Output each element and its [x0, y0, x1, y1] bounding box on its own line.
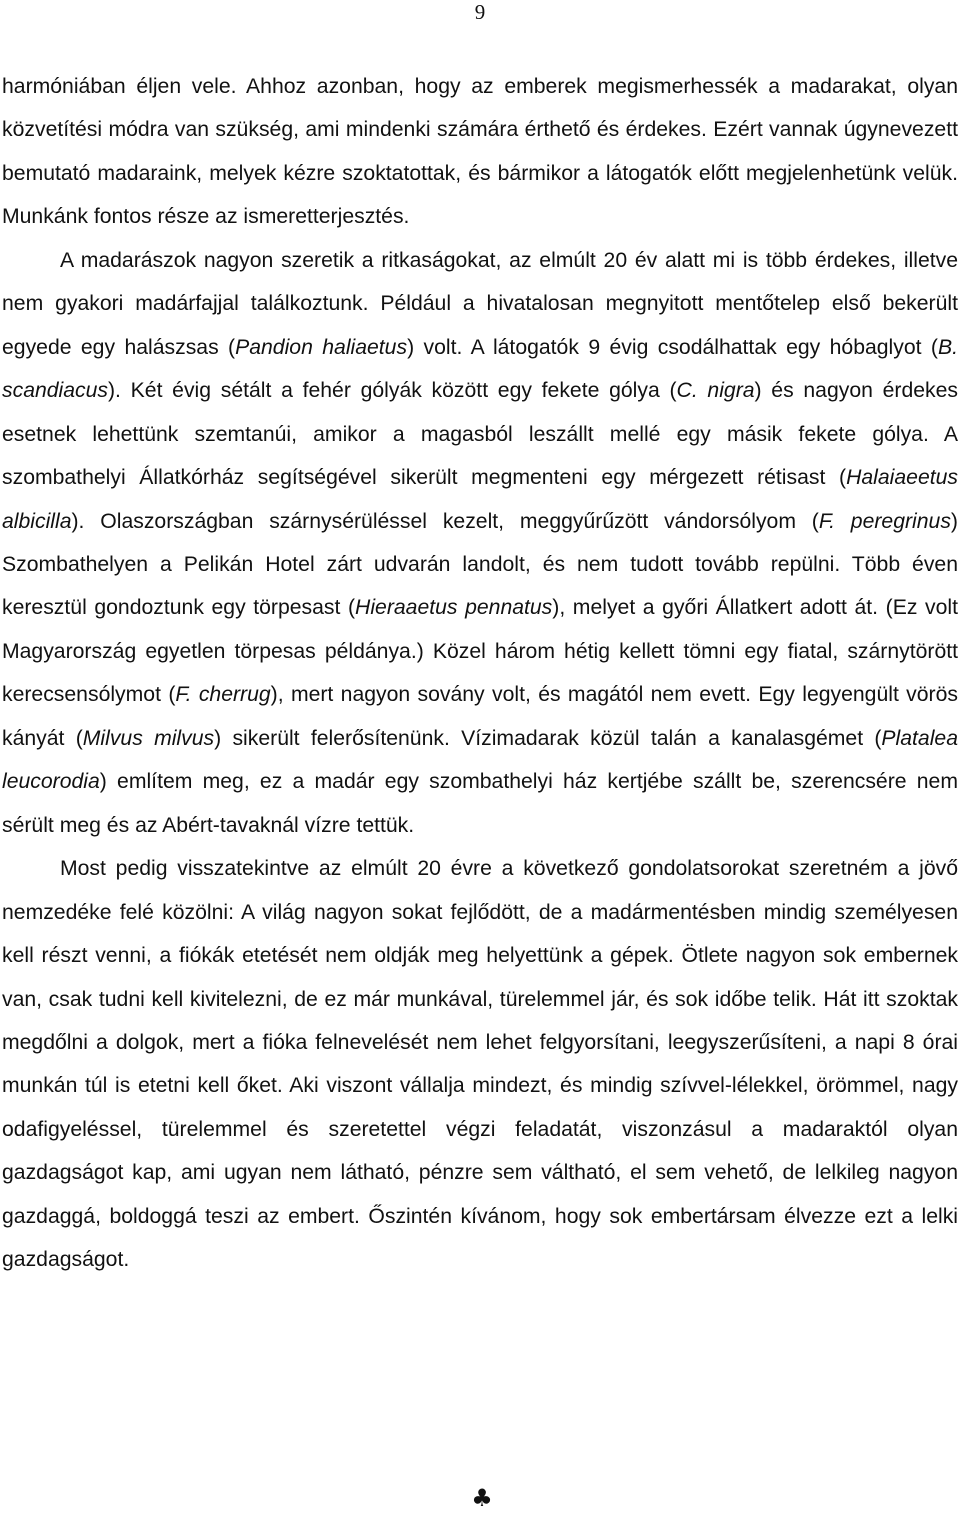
paragraph-continued: harmóniában éljen vele. Ahhoz azonban, hogy az emberek megismerhessék a madarakat, olyan közvetítési módra van szükség, ami mindenki számára érthető és érdekes. Ezért vannak úgynevezett bemutató madaraink, melyek kézre szoktatottak, és bármikor a látogatók előtt megjelenhetünk velük. Munkánk fontos része az ismeretterjesztés. — [2, 75, 958, 229]
species-name: C. nigra — [676, 379, 755, 403]
text-segment: ). Olaszországban szárnysérüléssel kezelt, meggyűrűzött vándorsólyom ( — [71, 509, 819, 533]
text-segment: ). Két évig sétált a fehér gólyák között egy fekete gólya ( — [108, 379, 677, 403]
paragraph-rare-birds — [2, 239, 958, 847]
species-name: Halaiaeetus albicilla — [2, 466, 958, 533]
species-name: Milvus milvus — [82, 726, 215, 750]
text-segment: ) említem meg, ez a madár egy szombathelyi ház kertjébe szállt be, szerencsére nem sérült meg és az Abért-tavaknál vízre tettük. — [2, 770, 958, 837]
text-segment: ) volt. A látogatók 9 évig csodálhattak egy hóbaglyot ( — [407, 335, 938, 359]
species-name: B. scandiacus — [2, 335, 958, 403]
document-body — [2, 65, 958, 1282]
species-name: F. peregrinus — [818, 509, 951, 533]
text-segment: ), melyet a győri Állatkert adott át. (Ez volt Magyarország egyetlen törpesas példánya.) Közel három hétig kellett tömni egy fiatal, szárnytörött kerecsensólymot ( — [2, 596, 958, 707]
text-segment: ) sikerült felerősítenünk. Vízimadarak közül talán a kanalasgémet ( — [214, 726, 882, 750]
paragraph-reflection: Most pedig visszatekintve az elmúlt 20 évre a következő gondolatsorokat szeretném a jövő nemzedéke felé közölni: A világ nagyon sokat fejlődött, de a madármentésben mindig személyesen kell részt venni, a fiókák etetését nem oldják meg helyettünk a gépek. Ötlete nagyon sok embernek van, csak tudni kell kivitelezni, de ez már munkával, türelemmel jár, és sok időbe telik. Hát itt szoktak megdőlni a dolgok, mert a fióka felnevelését nem lehet felgyorsítani, leegyszerűsíteni, a napi 8 órai munkán túl is etetni kell őket. Aki viszont vállalja mindezt, és mindig szívvel-lélekkel, örömmel, nagy odafigyeléssel, türelemmel és szeretettel végzi feladatát, viszonzásul a madaraktól olyan gazdagságot kap, ami ugyan nem látható, pénzre sem váltható, el sem vehető, de lelkileg nagyon gazdaggá, boldoggá teszi az embert. Őszintén kívánom, hogy sok embertársam élvezze ezt a lelki gazdagságot. — [2, 857, 958, 1272]
text-segment: ) és nagyon érdekes esetnek lehettünk szemtanúi, amikor a magasból leszállt mellé egy másik fekete gólya. A szombathelyi Állatkórház segítségével sikerült megmenteni egy mérgezett rétisast ( — [2, 379, 958, 490]
text-segment: ), mert nagyon sovány volt, és magától nem evett. Egy legyengült vörös kányát ( — [2, 683, 958, 750]
species-name: Pandion haliaetus — [235, 335, 408, 359]
club-suit-icon: ♣ — [471, 1484, 493, 1512]
species-name: Platalea leucorodia — [2, 726, 958, 794]
text-segment: ) Szombathelyen a Pelikán Hotel zárt udvarán landolt, és nem tudott tovább repülni. Több éven keresztül gondoztunk egy törpesast ( — [2, 509, 958, 620]
text-segment: A madarászok nagyon szeretik a ritkaságokat, az elmúlt 20 év alatt mi is több érdekes, illetve nem gyakori madárfajjal találkoztunk. Például a hivatalosan megnyitott mentőtelep első bekerült egyede egy halászsas ( — [2, 248, 958, 359]
species-name: Hieraaetus pennatus — [355, 596, 553, 620]
page-number: 9 — [474, 0, 486, 24]
species-name: F. cherrug — [175, 683, 271, 707]
